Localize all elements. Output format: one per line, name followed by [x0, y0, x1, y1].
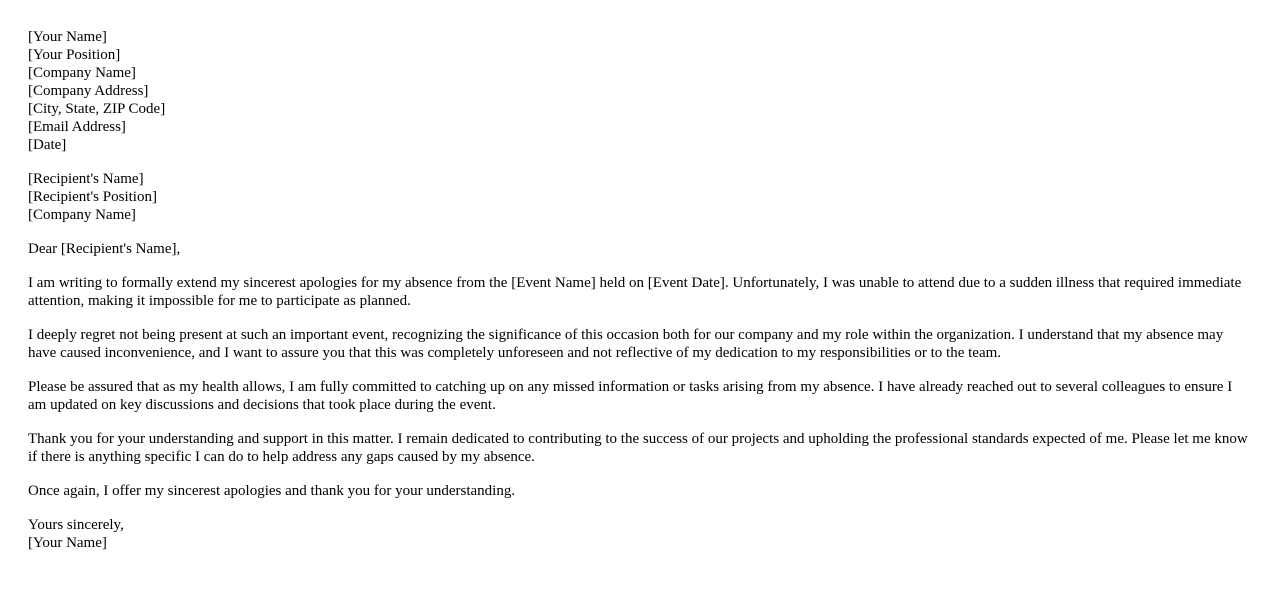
closing: Yours sincerely, [28, 517, 124, 533]
recipient-company: [Company Name] [28, 207, 136, 223]
letter-date: [Date] [28, 137, 67, 153]
sender-block [28, 28, 1250, 154]
sender-company: [Company Name] [28, 65, 136, 81]
body-paragraph-2: I deeply regret not being present at such an important event, recognizing the significance of this occasion both for our company and my role within the organization. I understand that my absence may have caused inconvenience, and I want to assure you that this was completely unforeseen and not reflective of my dedication to my responsibilities or to the team. [28, 327, 1224, 361]
recipient-position: [Recipient's Position] [28, 189, 157, 205]
sender-position: [Your Position] [28, 47, 121, 63]
body-paragraph-4: Thank you for your understanding and support in this matter. I remain dedicated to contributing to the success of our projects and upholding the professional standards expected of me. Please let me know if there is anything specific I can do to help address any gaps caused by my absence. [28, 431, 1248, 465]
closing-block [28, 516, 1250, 552]
salutation: Dear [Recipient's Name], [28, 241, 181, 257]
recipient-name: [Recipient's Name] [28, 171, 144, 187]
recipient-block [28, 170, 1250, 224]
sender-city-state-zip: [City, State, ZIP Code] [28, 101, 166, 117]
body-paragraph-3: Please be assured that as my health allows, I am fully committed to catching up on any missed information or tasks arising from my absence. I have already reached out to several colleagues to ensure I am updated on key discussions and decisions that took place during the event. [28, 379, 1233, 413]
sender-email: [Email Address] [28, 119, 126, 135]
signature-name: [Your Name] [28, 535, 107, 551]
body-paragraph-1: I am writing to formally extend my sincerest apologies for my absence from the [Event Name] held on [Event Date]. Unfortunately, I was unable to attend due to a sudden illness that required immediate attention, making it impossible for me to participate as planned. [28, 275, 1242, 309]
sender-address: [Company Address] [28, 83, 149, 99]
body-paragraph-5: Once again, I offer my sincerest apologies and thank you for your understanding. [28, 483, 516, 499]
letter [28, 28, 1250, 568]
sender-name: [Your Name] [28, 29, 107, 45]
